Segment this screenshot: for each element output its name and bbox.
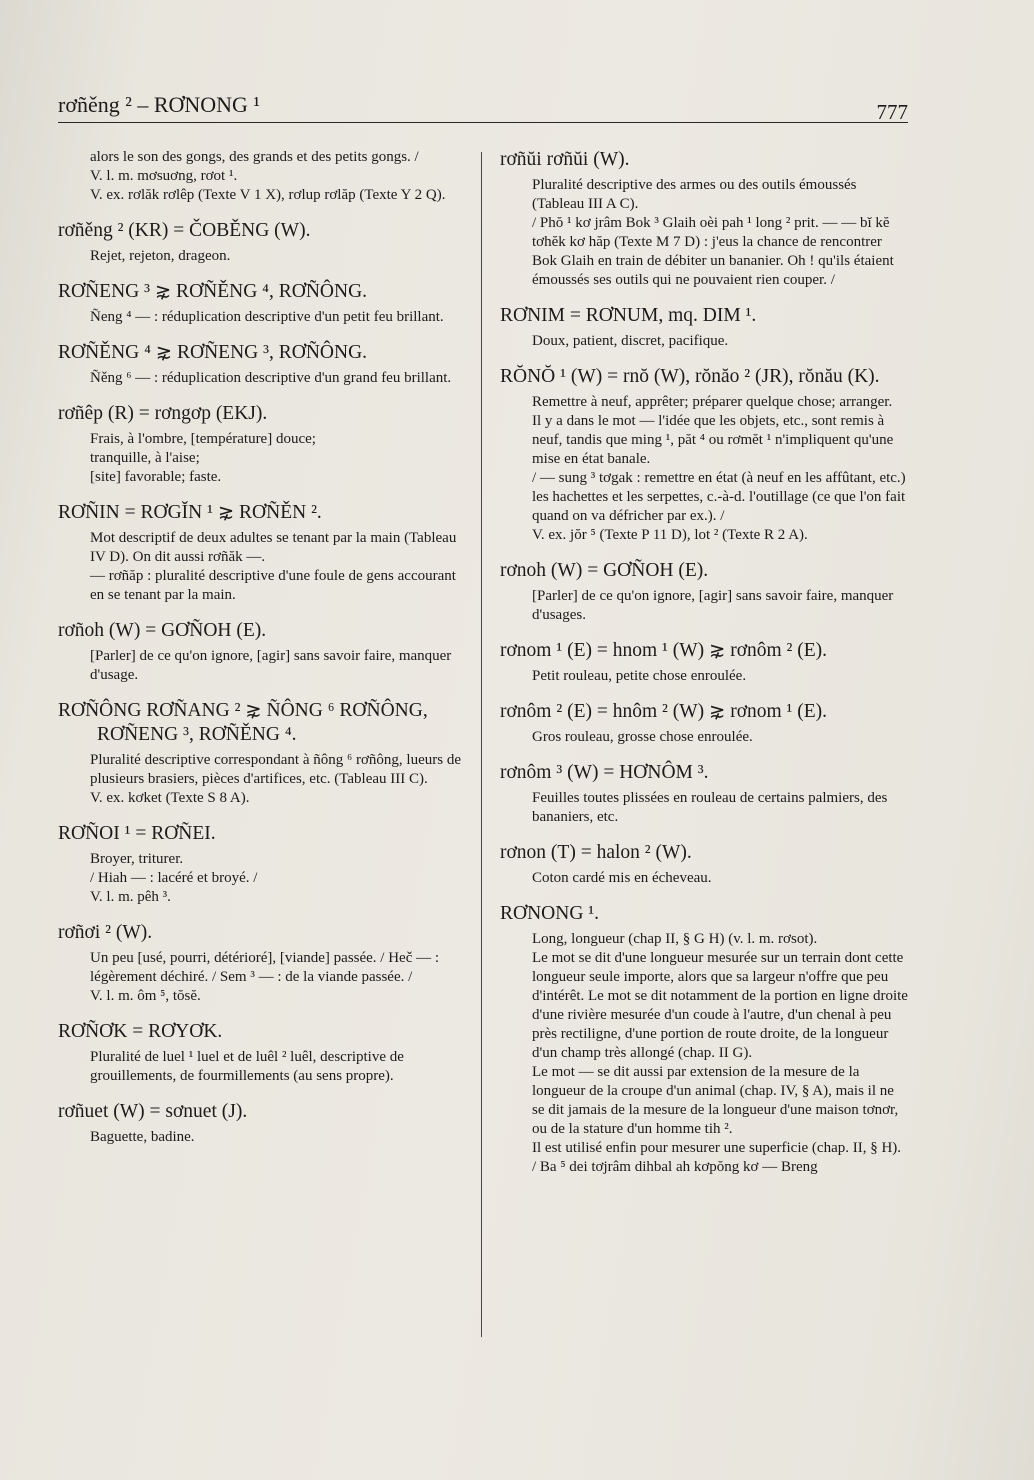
dictionary-entry (500, 761, 910, 827)
entry-headword: rơnoh (W) = GƠÑOH (E). (500, 560, 709, 581)
dictionary-entry (58, 219, 468, 266)
entry-headword: RƠNIM = RƠNUM, mq. DIM ¹. (500, 305, 757, 326)
entry-definition (532, 869, 910, 888)
entry-definition (90, 949, 468, 1006)
dictionary-entry (58, 1100, 468, 1147)
dictionary-entry (500, 639, 910, 686)
entry-definition (90, 1128, 468, 1147)
definition-line: Un peu [usé, pourri, détérioré], [viande] passée. / Heč — : légèrement déchiré. / Sem ³ — : de la viande passée. / (90, 950, 440, 985)
entry-definition (532, 930, 910, 1177)
definition-line: Ñěng ⁶ — : réduplication descriptive d'un grand feu brillant. (90, 370, 452, 386)
definition-line: tranquille, à l'aise; (90, 450, 200, 466)
entry-headword: rơñơi ² (W). (58, 922, 153, 943)
definition-line: [site] favorable; faste. (90, 469, 222, 485)
entry-definition (532, 176, 910, 290)
dictionary-entry (500, 559, 910, 625)
entry-definition (90, 751, 468, 808)
page-number: 777 (876, 100, 908, 124)
definition-line: Le mot se dit d'une longueur mesurée sur un terrain dont cette longueur seule importe, alors que sa largeur n'offre que peu d'intérêt. Le mot se dit notamment de la portion en ligne droite d'une rivière mesurée d'un coude à l'autre, d'un chenal à peu près rectiligne, d'une portion de route droite, de la longueur d'un champ très allongé (chap. II G). (532, 950, 908, 1061)
dictionary-entry (500, 304, 910, 351)
right-column (500, 148, 910, 1191)
entry-definition (90, 529, 468, 605)
entry-definition (90, 148, 468, 205)
definition-line: / Phŏ ¹ kơ jrâm Bok ³ Glaih oèi pah ¹ long ² prit. — — bĭ kĕ tơhĕk kơ hăp (Texte M 7 D) : j'eus la chance de rencontrer Bok Glaih en train de débiter un bananier. Oh ! qu'ils étaient émoussés ses outils qui ne pouvaient rien couper. / (532, 215, 894, 288)
definition-line: V. l. m. mơsuơng, rơot ¹. (90, 168, 238, 184)
entry-headword: rơñêp (R) = rơngơp (EKJ). (58, 403, 268, 424)
definition-line: Pluralité descriptive correspondant à ñông ⁶ rơñông, lueurs de plusieurs brasiers, pièces d'artifices, etc. (Tableau III C). (90, 752, 461, 787)
definition-line: — rơñăp : pluralité descriptive d'une foule de gens accourant en se tenant par la main. (90, 568, 456, 603)
entry-definition (90, 850, 468, 907)
dictionary-entry (58, 619, 468, 685)
entry-definition (532, 393, 910, 545)
definition-line: Pluralité descriptive des armes ou des outils émoussés (Tableau III A C). (532, 177, 857, 212)
entry-headword: rơnom ¹ (E) = hnom ¹ (W) ⋧ rơnôm ² (E). (500, 640, 828, 661)
entry-headword: rơnôm ³ (W) = HƠNÔM ³. (500, 762, 709, 783)
dictionary-entry (58, 1020, 468, 1086)
dictionary-entry (58, 822, 468, 907)
entry-headword: RŎNŎ ¹ (W) = rnŏ (W), rŏnăo ² (JR), rŏnău (K). (500, 366, 880, 387)
entry-headword: RƠNONG ¹. (500, 903, 600, 924)
definition-line: Frais, à l'ombre, [température] douce; (90, 431, 316, 447)
column-divider (481, 152, 482, 1337)
dictionary-entry (58, 501, 468, 605)
definition-line: Feuilles toutes plissées en rouleau de certains palmiers, des bananiers, etc. (532, 790, 888, 825)
definition-line: Il est utilisé enfin pour mesurer une superficie (chap. II, § H). (532, 1140, 902, 1156)
entry-headword: RƠÑIN = RƠGĬN ¹ ⋧ RƠÑĚN ². (58, 502, 322, 523)
definition-line: alors le son des gongs, des grands et des petits gongs. / (90, 149, 419, 165)
entry-definition (90, 308, 468, 327)
entry-headword: RƠÑƠK = RƠYƠK. (58, 1021, 223, 1042)
dictionary-entry (58, 148, 468, 205)
entry-definition (532, 587, 910, 625)
dictionary-entry (58, 341, 468, 388)
left-column (58, 148, 468, 1161)
definition-line: Long, longueur (chap II, § G H) (v. l. m. rơsot). (532, 931, 818, 947)
entry-headword: rơnôm ² (E) = hnôm ² (W) ⋧ rơnom ¹ (E). (500, 701, 828, 722)
definition-line: V. ex. jŏr ⁵ (Texte P 11 D), lot ² (Texte R 2 A). (532, 527, 808, 543)
dictionary-entry (500, 902, 910, 1177)
entry-definition (90, 1048, 468, 1086)
entry-definition (90, 247, 468, 266)
definition-line: Le mot — se dit aussi par extension de la mesure de la longueur de la croupe d'un animal (chap. IV, § A), mais il ne se dit jamais de la mesure de la longueur d'une maison tơnơr, ou de la stature d'un homme tih ². (532, 1064, 899, 1137)
dictionary-entry (500, 365, 910, 545)
definition-line: / Ba ⁵ dei tơjrâm dihbal ah kơpŏng kơ — Breng (532, 1159, 818, 1175)
definition-line: V. l. m. ôm ⁵, tŏsĕ. (90, 988, 201, 1004)
entry-definition (532, 667, 910, 686)
entry-headword: rơñoh (W) = GƠÑOH (E). (58, 620, 267, 641)
definition-line: Doux, patient, discret, pacifique. (532, 333, 729, 349)
definition-line: Ñeng ⁴ — : réduplication descriptive d'un petit feu brillant. (90, 309, 444, 325)
definition-line: Il y a dans le mot — l'idée que les objets, etc., sont remis à neuf, tandis que ming ¹, păt ⁴ ou rơmĕt ¹ n'impliquent qu'une mise en état banale. (532, 413, 894, 467)
definition-line: V. ex. kơket (Texte S 8 A). (90, 790, 250, 806)
entry-headword: RƠÑOI ¹ = RƠÑEI. (58, 823, 216, 844)
definition-line: Broyer, triturer. (90, 851, 184, 867)
dictionary-entry (58, 280, 468, 327)
dictionary-entry (500, 700, 910, 747)
entry-headword: rơnon (T) = halon ² (W). (500, 842, 692, 863)
dictionary-entry (500, 841, 910, 888)
definition-line: Baguette, badine. (90, 1129, 195, 1145)
definition-line: Petit rouleau, petite chose enroulée. (532, 668, 747, 684)
definition-line: Coton cardé mis en écheveau. (532, 870, 712, 886)
entry-definition (90, 430, 468, 487)
definition-line: Gros rouleau, grosse chose enroulée. (532, 729, 753, 745)
entry-definition (532, 332, 910, 351)
entry-definition (90, 647, 468, 685)
entry-headword: rơñŭi rơñŭi (W). (500, 149, 630, 170)
entry-definition (532, 728, 910, 747)
entry-headword: rơñěng ² (KR) = ČOBĚNG (W). (58, 220, 311, 241)
entry-definition (532, 789, 910, 827)
entry-headword: RƠÑENG ³ ⋧ RƠÑĚNG ⁴, RƠÑÔNG. (58, 281, 368, 302)
dictionary-entry (500, 148, 910, 290)
definition-line: Rejet, rejeton, drageon. (90, 248, 231, 264)
entry-headword: RƠÑĚNG ⁴ ⋧ RƠÑENG ³, RƠÑÔNG. (58, 342, 368, 363)
dictionary-entry (58, 921, 468, 1006)
entry-headword: RƠÑÔNG RƠÑANG ² ⋧ ÑÔNG ⁶ RƠÑÔNG, RƠÑENG ³, RƠÑĚNG ⁴. (58, 700, 428, 745)
definition-line: Pluralité de luel ¹ luel et de luêl ² luêl, descriptive de grouillements, de fourmillements (au sens propre). (90, 1049, 404, 1084)
dictionary-entry (58, 402, 468, 487)
definition-line: / Hiah — : lacéré et broyé. / (90, 870, 258, 886)
dictionary-entry (58, 699, 468, 808)
entry-headword: rơñuet (W) = sơnuet (J). (58, 1101, 248, 1122)
definition-line: V. ex. rơlăk rơlêp (Texte V 1 X), rơlup rơlăp (Texte Y 2 Q). (90, 187, 446, 203)
running-head (58, 92, 908, 123)
definition-line: Mot descriptif de deux adultes se tenant par la main (Tableau IV D). On dit aussi rơñăk —. (90, 530, 457, 565)
definition-line: [Parler] de ce qu'on ignore, [agir] sans savoir faire, manquer d'usages. (532, 588, 894, 623)
definition-line: [Parler] de ce qu'on ignore, [agir] sans savoir faire, manquer d'usage. (90, 648, 452, 683)
entry-definition (90, 369, 468, 388)
definition-line: / — sung ³ tơgak : remettre en état (à neuf en les affûtant, etc.) les hachettes et les serpettes, c.-à-d. l'outillage (ce que l'on fait quand on va défricher par ex.). / (532, 470, 906, 524)
definition-line: V. l. m. pêh ³. (90, 889, 171, 905)
running-head-entries: rơñěng ² – RƠNONG ¹ (58, 92, 261, 117)
definition-line: Remettre à neuf, apprêter; préparer quelque chose; arranger. (532, 394, 893, 410)
